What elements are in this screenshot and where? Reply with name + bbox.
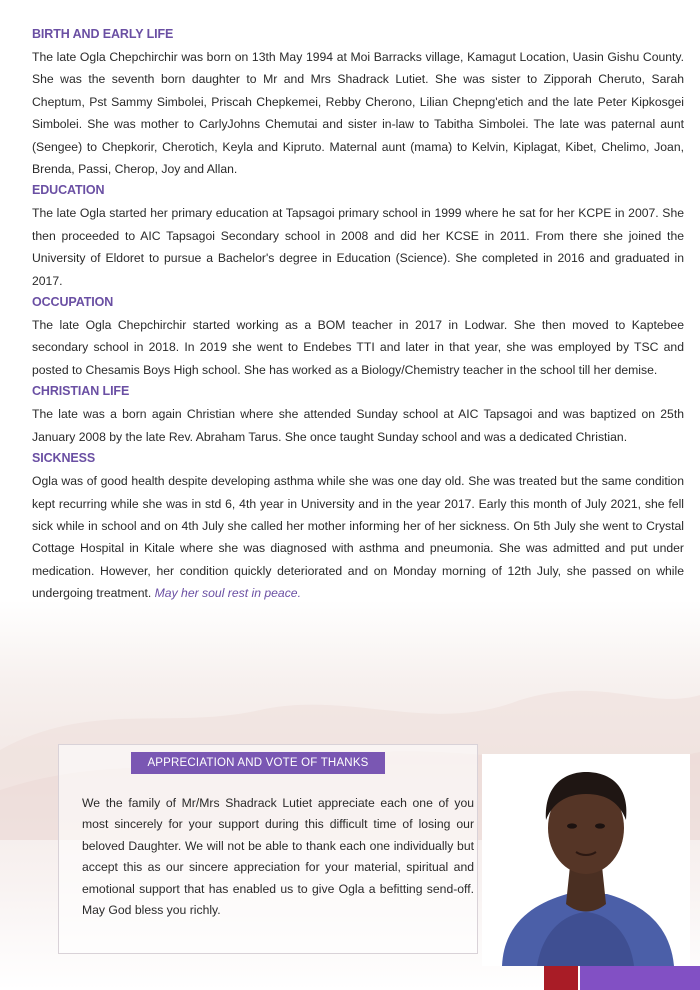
section-heading: OCCUPATION	[32, 295, 114, 310]
obituary-content	[32, 26, 684, 607]
section-heading: EDUCATION	[32, 183, 105, 198]
closing-prayer: May her soul rest in peace.	[154, 586, 301, 601]
section-body: The late Ogla Chepchirchir was born on 13th May 1994 at Moi Barracks village, Kamagut Location, Uasin Gishu County. She was the seventh born daughter to Mr and Mrs Shadrack Lutiet. She was sister to Zipporah Cheruto, Sarah Cheptum, Pst Sammy Simbolei, Priscah Chepkemei, Rebby Cherono, Lilian Chepng'etich and the late Peter Kipkosgei Simbolei. She was mother to CarlyJohns Chemutai and sister in-law to Tabitha Simbolei. The late was paternal aunt (Sengee) to Chepkorir, Cherotich, Keyla and Kipruto. Maternal aunt (mama) to Kelvin, Kiplagat, Kibet, Chelimo, Joan, Brenda, Passi, Cherop, Joy and Allan.	[32, 50, 684, 177]
section-heading: BIRTH AND EARLY LIFE	[32, 27, 174, 41]
section-body-text: Ogla was of good health despite developing asthma while she was one day old. She was treated but the same condition kept recurring while she was in std 6, 4th year in University and in the year 2017. Early this month of July 2021, she fell sick while in school and on 4th July she called her mother informing her of her sickness. On 5th July she went to Crystal Cottage Hospital in Kitale where she was diagnosed with asthma and pneumonia. She was admitted and put under medication. However, her condition quickly deteriorated and on Monday morning of 12th July, she passed on while undergoing treatment.	[32, 474, 684, 601]
section-body	[32, 470, 684, 604]
section-heading: CHRISTIAN LIFE	[32, 384, 130, 399]
section-education	[32, 182, 684, 292]
section-body: The late Ogla started her primary education at Tapsagoi primary school in 1999 where he sat for her KCPE in 2007. She then proceeded to AIC Tapsagoi Secondary school in 2008 and did her KCSE in 2011. From there she joined the University of Eldoret to pursue a Bachelor's degree in Education (Science). She completed in 2016 and graduated in 2017.	[32, 206, 684, 288]
section-christian-life	[32, 383, 684, 448]
accent-bar-purple	[580, 966, 700, 990]
section-heading: SICKNESS	[32, 451, 96, 466]
section-sickness	[32, 450, 684, 604]
section-body: The late was a born again Christian where she attended Sunday school at AIC Tapsagoi and was baptized on 25th January 2008 by the late Rev. Abraham Tarus. She once taught Sunday school and was a dedicated Christian.	[32, 407, 684, 444]
appreciation-title: APPRECIATION AND VOTE OF THANKS	[131, 752, 385, 774]
section-body: The late Ogla Chepchirchir started working as a BOM teacher in 2017 in Lodwar. She then moved to Kaptebee secondary school in 2018. In 2019 she went to Endebes TTI and later in that year, she was employed by TSC and posted to Chesamis Boys High school. She has worked as a Biology/Chemistry teacher in the school till her demise.	[32, 318, 684, 377]
section-birth-early-life	[32, 26, 684, 180]
portrait-photo	[482, 754, 690, 966]
appreciation-text: We the family of Mr/Mrs Shadrack Lutiet appreciate each one of you most sincerely for your support during this difficult time of losing our beloved Daughter. We will not be able to thank each one individually but accept this as our sincere appreciation for your material, spiritual and emotional support that has enabled us to give Ogla a befitting send-off. May God bless you richly.	[82, 796, 474, 918]
accent-bar-red	[544, 966, 578, 990]
section-occupation	[32, 294, 684, 381]
